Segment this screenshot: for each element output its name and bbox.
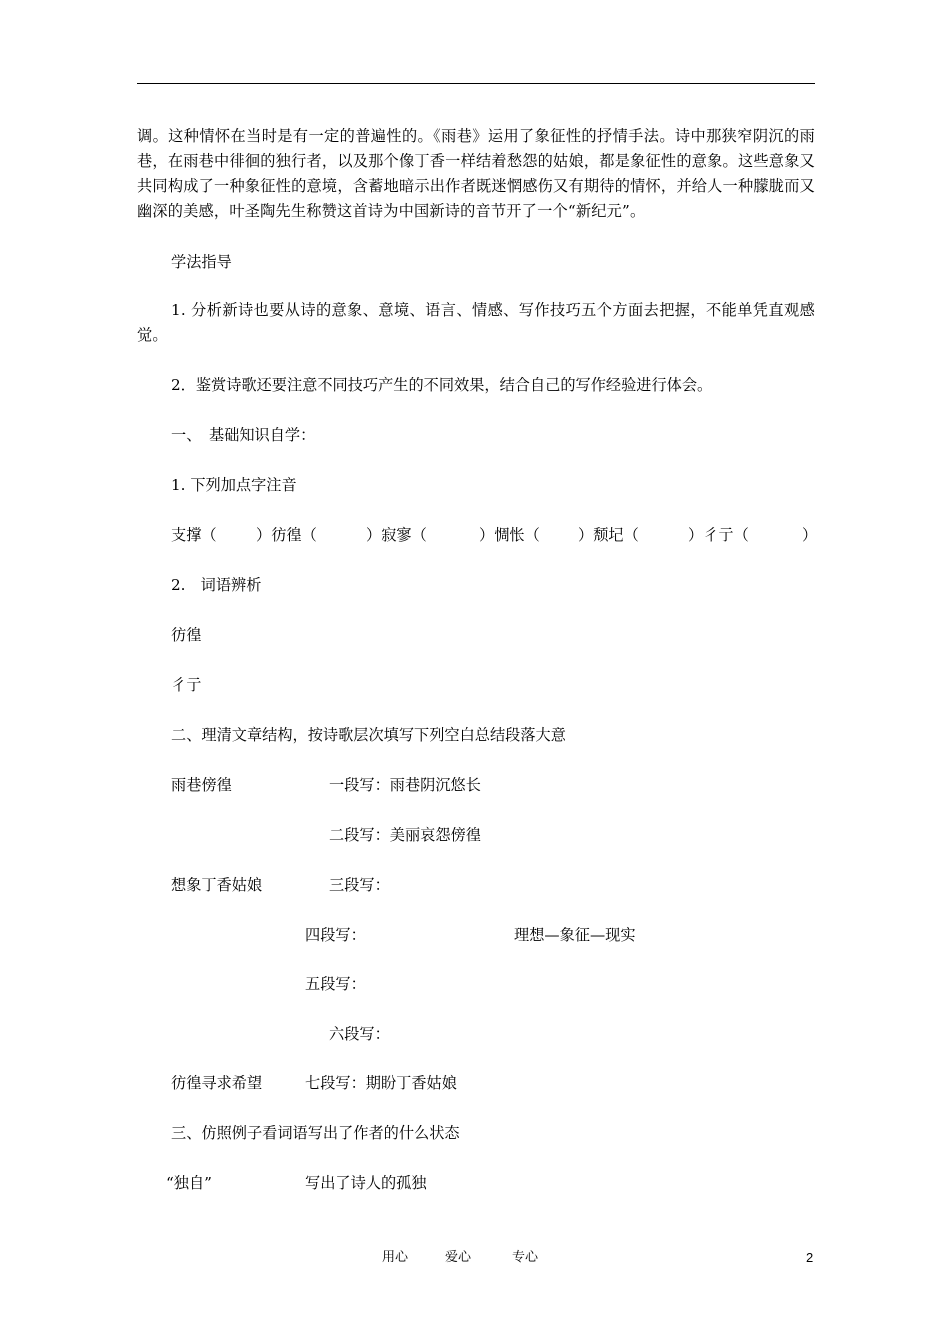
paragraph-summary-3: 三段写： xyxy=(329,876,390,894)
page-number: 2 xyxy=(806,1250,814,1265)
footer-motto-3: 专心 xyxy=(512,1250,539,1265)
group-label-2: 想象丁香姑娘 xyxy=(171,876,263,894)
study-guide-heading: 学法指导 xyxy=(171,253,232,271)
q1-word: ） xyxy=(802,526,818,544)
example-answer: 写出了诗人的孤独 xyxy=(305,1174,427,1192)
q1-word: ）彳亍（ xyxy=(688,526,749,544)
footer-motto-1: 用心 xyxy=(382,1250,409,1265)
group-label-1: 雨巷傍徨 xyxy=(171,776,232,794)
paragraph-summary-2: 二段写：美丽哀怨傍徨 xyxy=(329,826,481,844)
paragraph-summary-6: 六段写： xyxy=(329,1025,390,1043)
section-3-heading: 三、仿照例子看词语写出了作者的什么状态 xyxy=(171,1124,460,1142)
section-1-heading: 一、 基础知识自学： xyxy=(171,426,316,444)
q2-word-1: 彷徨 xyxy=(171,626,202,644)
q1-word: ）寂寥（ xyxy=(366,526,427,544)
paragraph-summary-1: 一段写：雨巷阴沉悠长 xyxy=(329,776,481,794)
guide-item-2: 2．鉴赏诗歌还要注意不同技巧产生的不同效果，结合自己的写作经验进行体会。 xyxy=(171,376,713,394)
guide-item-1: 1. 分析新诗也要从诗的意象、意境、语言、情感、写作技巧五个方面去把握，不能单凭直观感觉。 xyxy=(137,301,815,344)
section-2-heading: 二、理清文章结构，按诗歌层次填写下列空白总结段落大意 xyxy=(171,726,566,744)
group-label-3: 彷徨寻求希望 xyxy=(171,1074,263,1092)
example-word: “独自” xyxy=(166,1174,212,1192)
q1-word: 支撑（ xyxy=(171,526,217,544)
q1-word: ）彷徨（ xyxy=(256,526,317,544)
intro-paragraph: 调。这种情怀在当时是有一定的普遍性的。《雨巷》运用了象征性的抒情手法。诗中那狭窄阴沉的雨巷，在雨巷中徘徊的独行者，以及那个像丁香一样结着愁怨的姑娘，都是象征性的意象。这些意象又共同构成了一种象征性的意境，含蓄地暗示出作者既迷惘感伤又有期待的情怀，并给人一种朦胧而又幽深的美感，叶圣陶先生称赞这首诗为中国新诗的音节开了一个“新纪元”。 xyxy=(137,127,815,220)
q1-title: 1. 下列加点字注音 xyxy=(171,476,297,494)
theme-note: 理想—象征—现实 xyxy=(514,926,636,944)
q2-word-2: 彳亍 xyxy=(171,676,202,694)
paragraph-summary-4: 四段写： xyxy=(305,926,366,944)
q2-title: 2. 词语辨析 xyxy=(171,576,262,594)
paragraph-summary-7: 七段写：期盼丁香姑娘 xyxy=(305,1074,457,1092)
footer-motto-2: 爱心 xyxy=(445,1250,472,1265)
q1-word: ）颓圮（ xyxy=(578,526,639,544)
q1-word: ）惆怅（ xyxy=(479,526,540,544)
header-rule xyxy=(137,83,815,84)
paragraph-summary-5: 五段写： xyxy=(305,975,366,993)
